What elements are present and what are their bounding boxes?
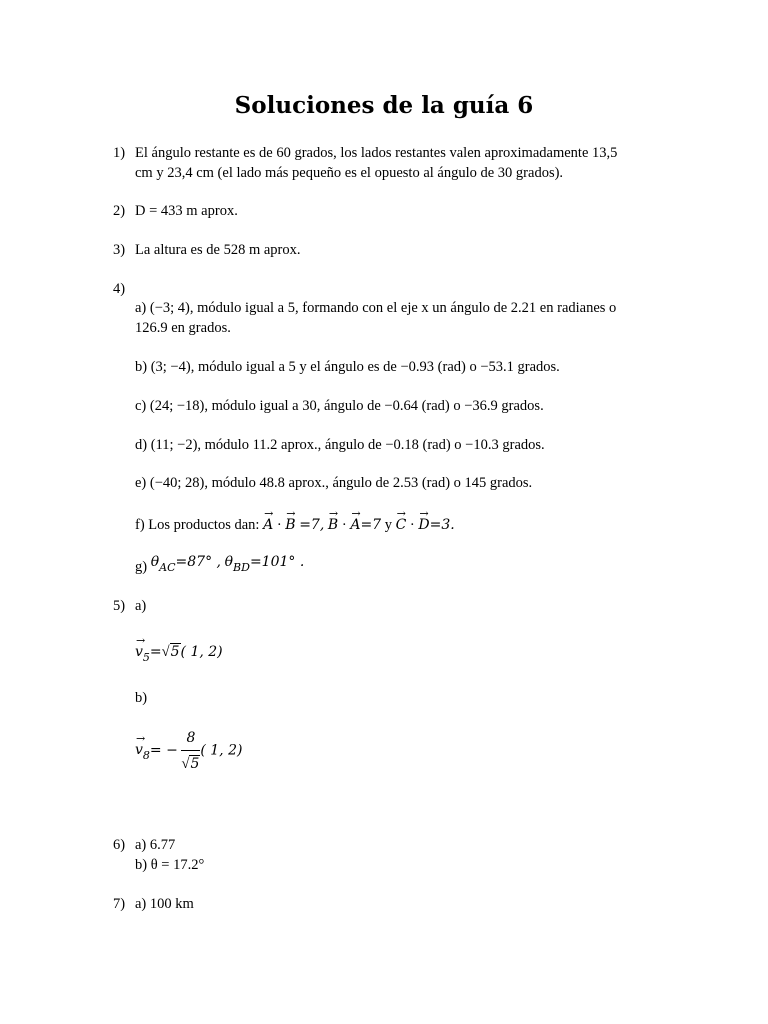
vector-d: → D [418, 515, 429, 535]
sqrt-symbol: √5 [161, 644, 180, 660]
answer-4f-prefix: f) Los productos dan: [135, 517, 260, 533]
answer-7a: a) 100 km [135, 896, 194, 912]
item-number-7: 7) [113, 896, 126, 912]
sqrt-symbol: √5 [181, 756, 200, 772]
vector-c: → C [396, 515, 407, 535]
answer-4b: b) (3; −4), módulo igual a 5 y el ángulo es de −0.93 (rad) o −53.1 grados. [135, 359, 560, 375]
answer-6b: b) θ = 17.2° [135, 857, 205, 873]
v5-equals: = [149, 644, 162, 660]
v5-components: ( 1, 2) [180, 644, 223, 660]
answer-4a-line1: a) (−3; 4), módulo igual a 5, formando con el eje x un ángulo de 2.21 en radianes o [135, 300, 617, 316]
answer-1-line1: El ángulo restante es de 60 grados, los lados restantes valen aproximadamente 13,5 [135, 145, 618, 161]
conjunction: y [384, 517, 392, 533]
item-number-6: 6) [113, 837, 126, 853]
v8-components: ( 1, 2) [200, 742, 243, 759]
answer-4f [135, 515, 455, 535]
vector-b: → B [328, 515, 338, 535]
page-title: Soluciones de la guía 6 [234, 92, 534, 119]
item-number-2: 2) [113, 203, 126, 219]
theta-bd: θ [224, 554, 234, 570]
fraction [181, 728, 200, 774]
result-cd: =3. [429, 517, 455, 533]
theta-ac: θ [150, 554, 160, 570]
answer-4g-prefix: g) [135, 559, 148, 575]
answer-6a: a) 6.77 [135, 837, 176, 853]
answer-5b-label: b) [135, 690, 148, 706]
answer-3: La altura es de 528 m aprox. [135, 242, 301, 258]
theta-bd-value: =101° . [249, 554, 305, 570]
answer-1-line2: cm y 23,4 cm (el lado más pequeño es el opuesto al ángulo de 30 grados). [135, 165, 564, 181]
formula-v8 [135, 728, 242, 774]
answer-4c: c) (24; −18), módulo igual a 30, ángulo de −0.64 (rad) o −36.9 grados. [135, 398, 544, 414]
answer-4g [135, 554, 305, 578]
vector-b: → B [285, 515, 295, 535]
dot-operator: · [409, 517, 415, 533]
answer-5a-label: a) [135, 598, 147, 614]
answer-4d: d) (11; −2), módulo 11.2 aprox., ángulo de −0.18 (rad) o −10.3 grados. [135, 437, 545, 453]
answer-2: D = 433 m aprox. [135, 203, 238, 219]
result-ab: =7, [299, 517, 325, 533]
item-number-3: 3) [113, 242, 126, 258]
vector-v5: → v [135, 642, 143, 662]
v5-subscript: 5 [142, 651, 150, 664]
formula-v5 [135, 642, 223, 663]
item-number-4: 4) [113, 281, 126, 297]
item-number-1: 1) [113, 145, 126, 161]
answer-4e: e) (−40; 28), módulo 48.8 aprox., ángulo de 2.53 (rad) o 145 grados. [135, 475, 533, 491]
v5-radicand: 5 [170, 644, 180, 660]
answer-4a-line2: 126.9 en grados. [135, 320, 231, 336]
v8-equals: = − [149, 742, 178, 759]
dot-operator: · [276, 517, 282, 533]
v8-radicand: 5 [190, 756, 200, 772]
vector-a: → A [350, 515, 360, 535]
v8-subscript: 8 [142, 749, 150, 763]
theta-bd-subscript: BD [233, 561, 250, 574]
dot-operator: · [341, 517, 347, 533]
vector-v8: → v [135, 740, 143, 760]
vector-a: → A [263, 515, 273, 535]
item-number-5: 5) [113, 598, 126, 614]
result-ba: =7 [360, 517, 382, 533]
theta-ac-subscript: AC [159, 561, 176, 574]
fraction-numerator: 8 [181, 728, 200, 751]
theta-ac-value: =87° , [175, 554, 221, 570]
